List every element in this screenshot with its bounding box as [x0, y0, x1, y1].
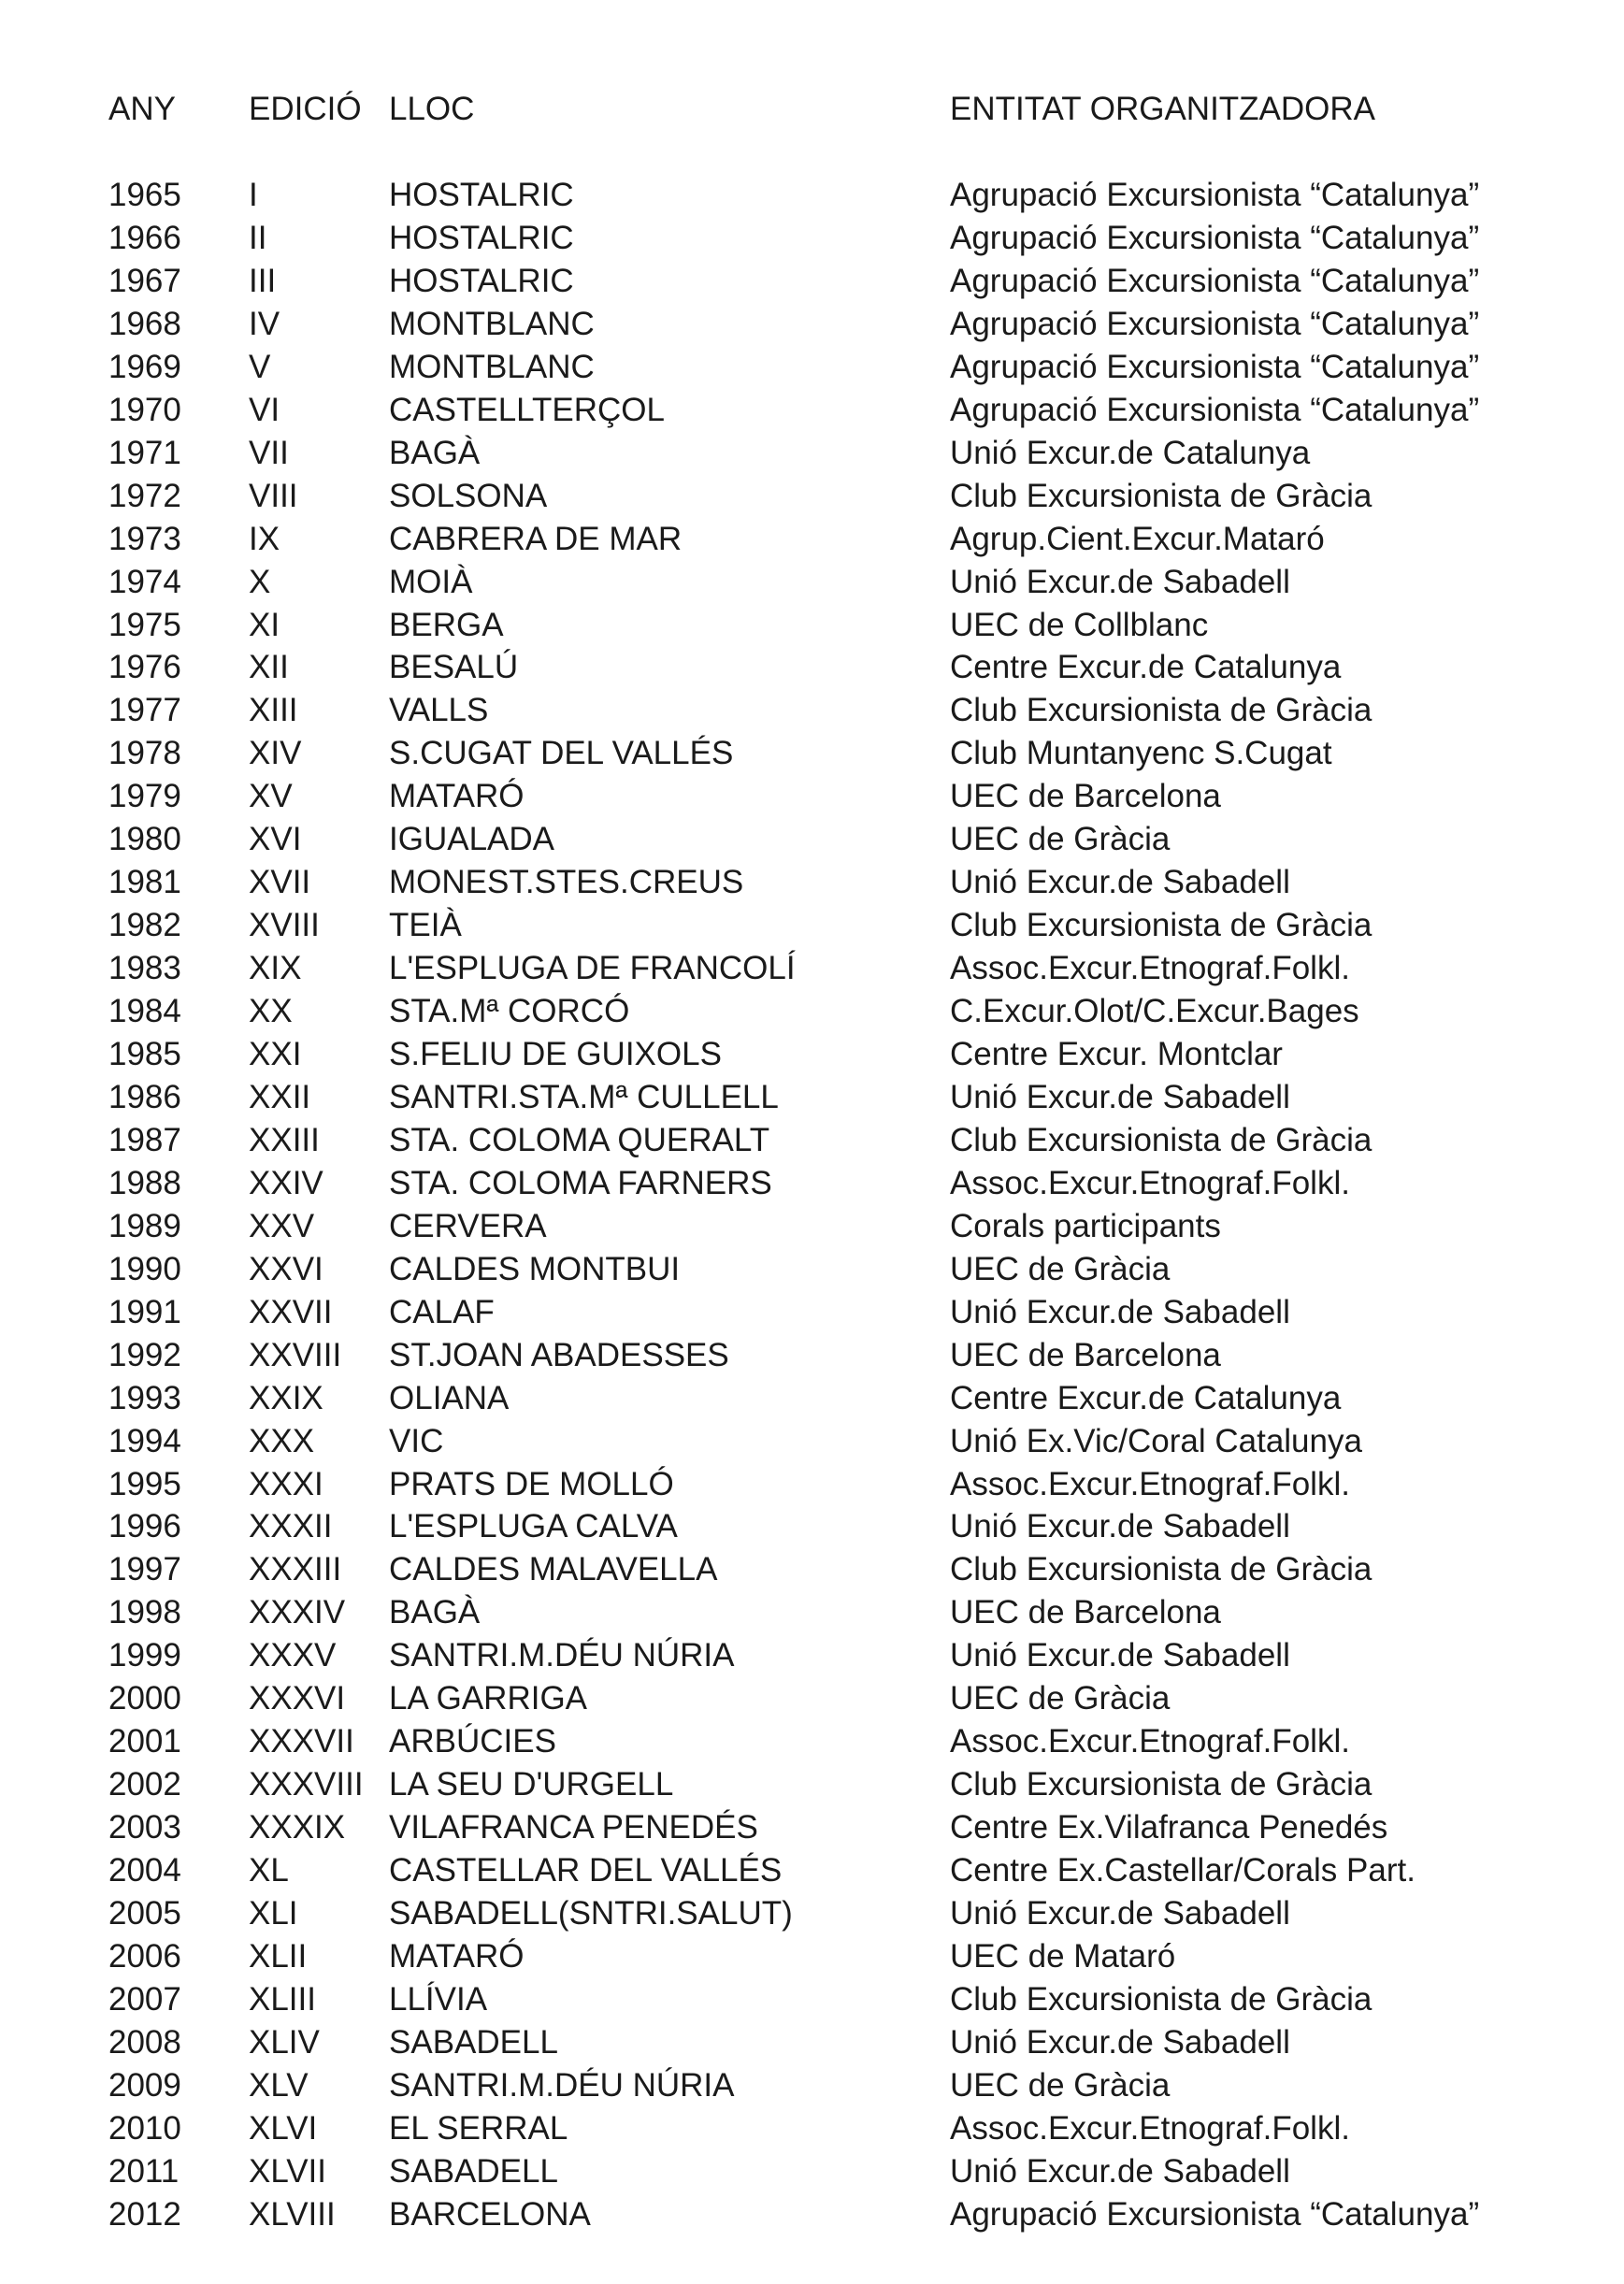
- table-row: [0, 432, 1624, 475]
- cell-entitat: UEC de Barcelona: [950, 1594, 1221, 1631]
- header-lloc: LLOC: [389, 91, 475, 127]
- table-row: [0, 518, 1624, 561]
- cell-edicio: XXII: [249, 1078, 311, 1115]
- cell-edicio: V: [249, 348, 271, 385]
- cell-edicio: XI: [249, 606, 280, 643]
- table-row: [0, 1634, 1624, 1677]
- table-row: [0, 2064, 1624, 2107]
- cell-edicio: XXV: [249, 1207, 315, 1244]
- table-row: [0, 990, 1624, 1033]
- table-row: [0, 174, 1624, 217]
- table-row: [0, 1377, 1624, 1420]
- header-edicio: EDICIÓ: [249, 91, 362, 127]
- cell-lloc: SABADELL: [389, 2152, 558, 2190]
- cell-any: 1996: [108, 1508, 181, 1545]
- table-row: [0, 1505, 1624, 1548]
- cell-entitat: UEC de Barcelona: [950, 778, 1221, 815]
- table-row: [0, 1548, 1624, 1591]
- table-row: [0, 947, 1624, 990]
- table-row: [0, 1248, 1624, 1291]
- table-row: [0, 2150, 1624, 2193]
- cell-any: 2006: [108, 1937, 181, 1975]
- cell-edicio: XLVII: [249, 2152, 327, 2190]
- cell-edicio: XXVIII: [249, 1336, 342, 1373]
- cell-any: 1983: [108, 950, 181, 987]
- cell-edicio: XXVII: [249, 1293, 333, 1330]
- cell-edicio: XVIII: [249, 907, 320, 944]
- cell-entitat: Unió Excur.de Sabadell: [950, 864, 1290, 901]
- cell-entitat: Agrupació Excursionista “Catalunya”: [950, 177, 1480, 213]
- cell-edicio: XLV: [249, 2066, 309, 2104]
- cell-any: 2001: [108, 1723, 181, 1760]
- cell-lloc: LA SEU D'URGELL: [389, 1766, 674, 1803]
- cell-lloc: VILAFRANCA PENEDÉS: [389, 1809, 758, 1846]
- cell-lloc: VIC: [389, 1422, 444, 1459]
- cell-entitat: Assoc.Excur.Etnograf.Folkl.: [950, 2109, 1350, 2147]
- cell-edicio: XXXVI: [249, 1680, 346, 1717]
- cell-entitat: Assoc.Excur.Etnograf.Folkl.: [950, 1465, 1350, 1502]
- cell-edicio: VIII: [249, 477, 298, 514]
- cell-entitat: Club Excursionista de Gràcia: [950, 1766, 1372, 1803]
- header-any: ANY: [108, 91, 176, 127]
- cell-any: 1992: [108, 1336, 181, 1373]
- cell-lloc: BERGA: [389, 606, 504, 643]
- cell-entitat: Unió Ex.Vic/Coral Catalunya: [950, 1422, 1362, 1459]
- table-row: [0, 260, 1624, 303]
- cell-any: 1982: [108, 907, 181, 944]
- cell-entitat: Agrupació Excursionista “Catalunya”: [950, 305, 1480, 342]
- cell-entitat: Centre Ex.Castellar/Corals Part.: [950, 1852, 1416, 1889]
- table-row: [0, 1849, 1624, 1892]
- cell-entitat: UEC de Gràcia: [950, 821, 1171, 858]
- cell-any: 1994: [108, 1422, 181, 1459]
- cell-lloc: CASTELLAR DEL VALLÉS: [389, 1852, 783, 1889]
- cell-edicio: XXVI: [249, 1250, 323, 1287]
- table-row: [0, 346, 1624, 389]
- cell-lloc: S.FELIU DE GUIXOLS: [389, 1036, 722, 1072]
- cell-edicio: XXXI: [249, 1465, 323, 1502]
- cell-entitat: UEC de Barcelona: [950, 1336, 1221, 1373]
- table-row: [0, 1033, 1624, 1076]
- cell-edicio: XLI: [249, 1895, 298, 1932]
- cell-any: 1971: [108, 434, 181, 471]
- table-row: [0, 1935, 1624, 1978]
- cell-any: 1987: [108, 1121, 181, 1158]
- cell-lloc: STA. COLOMA FARNERS: [389, 1164, 772, 1201]
- table-row: [0, 646, 1624, 689]
- cell-entitat: Agrupació Excursionista “Catalunya”: [950, 262, 1480, 299]
- cell-entitat: Unió Excur.de Sabadell: [950, 1637, 1290, 1674]
- cell-edicio: XLIV: [249, 2023, 320, 2061]
- cell-entitat: Unió Excur.de Catalunya: [950, 434, 1311, 471]
- cell-any: 1998: [108, 1594, 181, 1631]
- table-row: [0, 1720, 1624, 1763]
- cell-any: 1970: [108, 391, 181, 428]
- cell-any: 1989: [108, 1207, 181, 1244]
- cell-edicio: XLVIII: [249, 2195, 336, 2233]
- cell-edicio: XXXV: [249, 1637, 337, 1674]
- table-row: [0, 1076, 1624, 1119]
- cell-entitat: Agrupació Excursionista “Catalunya”: [950, 219, 1480, 256]
- table-row: [0, 1463, 1624, 1506]
- cell-edicio: VI: [249, 391, 280, 428]
- cell-lloc: IGUALADA: [389, 821, 554, 858]
- cell-lloc: SOLSONA: [389, 477, 548, 514]
- cell-lloc: S.CUGAT DEL VALLÉS: [389, 735, 734, 772]
- cell-lloc: TEIÀ: [389, 907, 462, 944]
- cell-any: 1993: [108, 1379, 181, 1416]
- cell-any: 2011: [108, 2152, 180, 2190]
- table-row: [0, 689, 1624, 732]
- cell-any: 1975: [108, 606, 181, 643]
- table-row: [0, 1205, 1624, 1248]
- cell-edicio: XXXIII: [249, 1551, 342, 1588]
- cell-any: 2000: [108, 1680, 181, 1717]
- cell-edicio: VII: [249, 434, 289, 471]
- cell-lloc: CALDES MONTBUI: [389, 1250, 681, 1287]
- table-row: [0, 1420, 1624, 1463]
- cell-lloc: L'ESPLUGA DE FRANCOLÍ: [389, 950, 796, 987]
- cell-lloc: BARCELONA: [389, 2195, 591, 2233]
- cell-edicio: IX: [249, 520, 280, 557]
- cell-edicio: XIX: [249, 950, 302, 987]
- cell-edicio: XXI: [249, 1036, 302, 1072]
- cell-edicio: XXXII: [249, 1508, 333, 1545]
- cell-any: 2004: [108, 1852, 181, 1889]
- cell-lloc: EL SERRAL: [389, 2109, 568, 2147]
- table-row: [0, 604, 1624, 647]
- cell-entitat: UEC de Mataró: [950, 1937, 1176, 1975]
- cell-entitat: Club Excursionista de Gràcia: [950, 1551, 1372, 1588]
- cell-lloc: CALAF: [389, 1293, 495, 1330]
- cell-lloc: ARBÚCIES: [389, 1723, 556, 1760]
- cell-any: 1999: [108, 1637, 181, 1674]
- table-row: [0, 1978, 1624, 2021]
- cell-lloc: CALDES MALAVELLA: [389, 1551, 718, 1588]
- table-row: [0, 561, 1624, 604]
- cell-entitat: Agrupació Excursionista “Catalunya”: [950, 391, 1480, 428]
- cell-any: 1978: [108, 735, 181, 772]
- cell-entitat: Club Excursionista de Gràcia: [950, 1980, 1372, 2018]
- cell-entitat: Assoc.Excur.Etnograf.Folkl.: [950, 1164, 1350, 1201]
- cell-lloc: MONTBLANC: [389, 305, 595, 342]
- cell-entitat: Centre Excur.de Catalunya: [950, 649, 1342, 686]
- cell-edicio: XIII: [249, 692, 298, 729]
- cell-lloc: LA GARRIGA: [389, 1680, 588, 1717]
- cell-lloc: BAGÀ: [389, 434, 481, 471]
- cell-entitat: Unió Excur.de Sabadell: [950, 1895, 1290, 1932]
- cell-any: 1986: [108, 1078, 181, 1115]
- cell-entitat: Centre Excur.de Catalunya: [950, 1379, 1342, 1416]
- table-header: [0, 88, 1624, 131]
- table-row: [0, 1677, 1624, 1720]
- cell-edicio: XXXVIII: [249, 1766, 364, 1803]
- cell-lloc: MONEST.STES.CREUS: [389, 864, 744, 901]
- cell-any: 2002: [108, 1766, 181, 1803]
- cell-entitat: Assoc.Excur.Etnograf.Folkl.: [950, 1723, 1350, 1760]
- cell-edicio: XX: [249, 993, 293, 1030]
- table-row: [0, 2021, 1624, 2064]
- cell-lloc: BESALÚ: [389, 649, 519, 686]
- cell-lloc: STA.Mª CORCÓ: [389, 993, 630, 1030]
- cell-any: 1973: [108, 520, 181, 557]
- cell-any: 1966: [108, 219, 181, 256]
- cell-edicio: XII: [249, 649, 289, 686]
- cell-edicio: XIV: [249, 735, 302, 772]
- cell-lloc: L'ESPLUGA CALVA: [389, 1508, 678, 1545]
- cell-lloc: LLÍVIA: [389, 1980, 488, 2018]
- table-row: [0, 818, 1624, 861]
- cell-any: 1984: [108, 993, 181, 1030]
- table-row: [0, 775, 1624, 818]
- cell-entitat: Club Excursionista de Gràcia: [950, 692, 1372, 729]
- cell-entitat: Unió Excur.de Sabadell: [950, 1508, 1290, 1545]
- cell-entitat: Unió Excur.de Sabadell: [950, 563, 1290, 600]
- cell-edicio: XV: [249, 778, 293, 815]
- table-row: [0, 1591, 1624, 1634]
- cell-any: 2012: [108, 2195, 181, 2233]
- cell-entitat: Club Muntanyenc S.Cugat: [950, 735, 1332, 772]
- cell-edicio: XXX: [249, 1422, 315, 1459]
- cell-entitat: Club Excursionista de Gràcia: [950, 477, 1372, 514]
- cell-lloc: PRATS DE MOLLÓ: [389, 1465, 674, 1502]
- cell-any: 1988: [108, 1164, 181, 1201]
- header-entitat: ENTITAT ORGANITZADORA: [950, 91, 1376, 127]
- cell-lloc: CABRERA DE MAR: [389, 520, 683, 557]
- cell-lloc: HOSTALRIC: [389, 219, 574, 256]
- cell-lloc: SANTRI.STA.Mª CULLELL: [389, 1078, 779, 1115]
- table-row: [0, 1806, 1624, 1849]
- cell-lloc: MONTBLANC: [389, 348, 595, 385]
- cell-any: 1967: [108, 262, 181, 299]
- cell-lloc: SABADELL: [389, 2023, 558, 2061]
- cell-edicio: X: [249, 563, 271, 600]
- cell-any: 1991: [108, 1293, 181, 1330]
- cell-edicio: XXXVII: [249, 1723, 354, 1760]
- table-row: [0, 1291, 1624, 1334]
- cell-any: 2009: [108, 2066, 181, 2104]
- table-row: [0, 1892, 1624, 1935]
- cell-edicio: XVI: [249, 821, 302, 858]
- table-row: [0, 475, 1624, 518]
- cell-lloc: MOIÀ: [389, 563, 473, 600]
- cell-edicio: XLII: [249, 1937, 308, 1975]
- cell-entitat: Club Excursionista de Gràcia: [950, 907, 1372, 944]
- cell-entitat: C.Excur.Olot/C.Excur.Bages: [950, 993, 1359, 1030]
- cell-any: 1974: [108, 563, 181, 600]
- table-row: [0, 2193, 1624, 2236]
- cell-lloc: SABADELL(SNTRI.SALUT): [389, 1895, 793, 1932]
- cell-entitat: UEC de Gràcia: [950, 2066, 1171, 2104]
- cell-any: 1981: [108, 864, 181, 901]
- cell-any: 2005: [108, 1895, 181, 1932]
- cell-entitat: Agrupació Excursionista “Catalunya”: [950, 2195, 1480, 2233]
- cell-entitat: Unió Excur.de Sabadell: [950, 1078, 1290, 1115]
- table-row: [0, 217, 1624, 260]
- table-row: [0, 303, 1624, 346]
- cell-any: 1965: [108, 177, 181, 213]
- cell-entitat: Assoc.Excur.Etnograf.Folkl.: [950, 950, 1350, 987]
- cell-any: 1997: [108, 1551, 181, 1588]
- table-row: [0, 2107, 1624, 2150]
- cell-lloc: CASTELLTERÇOL: [389, 391, 665, 428]
- cell-lloc: BAGÀ: [389, 1594, 481, 1631]
- table-row: [0, 1119, 1624, 1162]
- cell-entitat: Unió Excur.de Sabadell: [950, 2023, 1290, 2061]
- table-row: [0, 861, 1624, 904]
- cell-any: 1976: [108, 649, 181, 686]
- cell-lloc: OLIANA: [389, 1379, 510, 1416]
- cell-any: 1990: [108, 1250, 181, 1287]
- cell-entitat: UEC de Gràcia: [950, 1250, 1171, 1287]
- cell-any: 1995: [108, 1465, 181, 1502]
- cell-lloc: MATARÓ: [389, 1937, 525, 1975]
- cell-any: 1979: [108, 778, 181, 815]
- table-row: [0, 389, 1624, 432]
- cell-any: 2008: [108, 2023, 181, 2061]
- cell-entitat: Corals participants: [950, 1207, 1221, 1244]
- cell-entitat: Agrupació Excursionista “Catalunya”: [950, 348, 1480, 385]
- cell-edicio: IV: [249, 305, 280, 342]
- cell-entitat: Centre Excur. Montclar: [950, 1036, 1283, 1072]
- cell-entitat: Unió Excur.de Sabadell: [950, 1293, 1290, 1330]
- table-row: [0, 904, 1624, 947]
- cell-entitat: Club Excursionista de Gràcia: [950, 1121, 1372, 1158]
- cell-any: 1969: [108, 348, 181, 385]
- cell-any: 2003: [108, 1809, 181, 1846]
- table-row: [0, 1334, 1624, 1377]
- cell-any: 1972: [108, 477, 181, 514]
- cell-edicio: XVII: [249, 864, 311, 901]
- cell-any: 1968: [108, 305, 181, 342]
- table-row: [0, 1763, 1624, 1806]
- cell-edicio: XXIX: [249, 1379, 323, 1416]
- cell-edicio: XXIV: [249, 1164, 323, 1201]
- cell-edicio: XXXIV: [249, 1594, 346, 1631]
- cell-any: 2007: [108, 1980, 181, 2018]
- cell-edicio: III: [249, 262, 277, 299]
- table-row: [0, 1162, 1624, 1205]
- cell-edicio: XXIII: [249, 1121, 320, 1158]
- cell-any: 1977: [108, 692, 181, 729]
- cell-edicio: XLVI: [249, 2109, 318, 2147]
- cell-any: 1980: [108, 821, 181, 858]
- cell-edicio: XLIII: [249, 1980, 316, 2018]
- cell-entitat: Unió Excur.de Sabadell: [950, 2152, 1290, 2190]
- cell-any: 2010: [108, 2109, 181, 2147]
- cell-lloc: STA. COLOMA QUERALT: [389, 1121, 770, 1158]
- cell-edicio: XL: [249, 1852, 289, 1889]
- cell-entitat: Agrup.Cient.Excur.Mataró: [950, 520, 1325, 557]
- cell-lloc: VALLS: [389, 692, 489, 729]
- table-row: [0, 732, 1624, 775]
- cell-lloc: SANTRI.M.DÉU NÚRIA: [389, 2066, 735, 2104]
- cell-any: 1985: [108, 1036, 181, 1072]
- cell-lloc: ST.JOAN ABADESSES: [389, 1336, 729, 1373]
- cell-lloc: SANTRI.M.DÉU NÚRIA: [389, 1637, 735, 1674]
- cell-edicio: I: [249, 177, 258, 213]
- cell-edicio: II: [249, 219, 267, 256]
- cell-lloc: MATARÓ: [389, 778, 525, 815]
- cell-lloc: HOSTALRIC: [389, 177, 574, 213]
- cell-entitat: Centre Ex.Vilafranca Penedés: [950, 1809, 1388, 1846]
- cell-entitat: UEC de Collblanc: [950, 606, 1209, 643]
- cell-lloc: HOSTALRIC: [389, 262, 574, 299]
- cell-entitat: UEC de Gràcia: [950, 1680, 1171, 1717]
- cell-lloc: CERVERA: [389, 1207, 547, 1244]
- cell-edicio: XXXIX: [249, 1809, 346, 1846]
